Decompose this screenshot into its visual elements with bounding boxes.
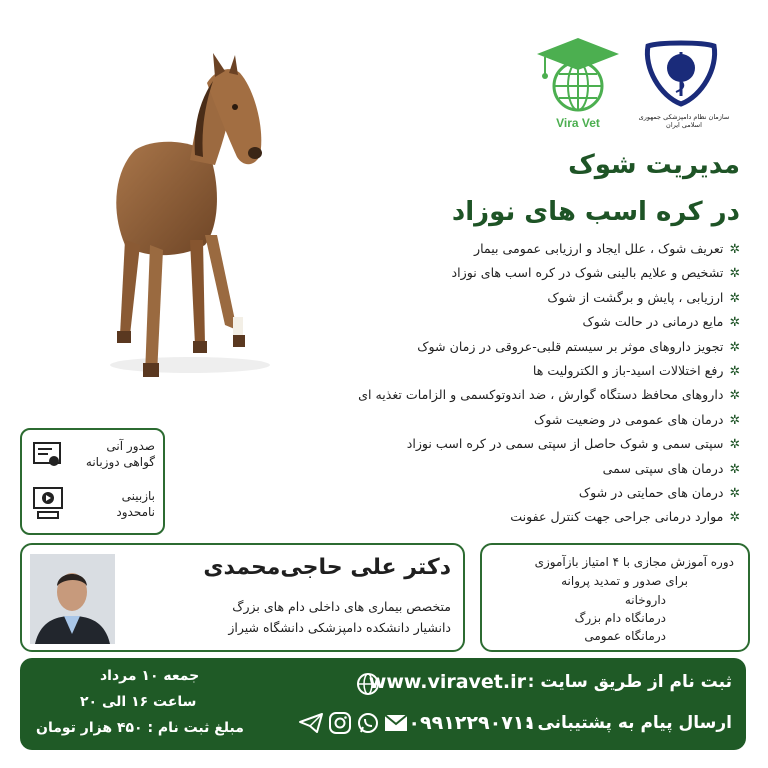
organization-caption: سازمان نظام دامپزشکی جمهوری اسلامی ایران <box>638 113 730 129</box>
list-item: ✲درمان های عمومی در وضعیت شوک <box>533 411 740 427</box>
list-item: ✲سپتی سمی و شوک حاصل از سپتی سمی در کره اسب نوزاد <box>406 436 740 452</box>
list-item: ✲ارزیابی ، پایش و برگشت از شوک <box>547 289 740 305</box>
course-info-box <box>480 543 750 652</box>
list-item: ✲درمان های حمایتی در شوک <box>578 484 740 500</box>
list-item: ✲تشخیص و علایم بالینی شوک در کره اسب های نوزاد <box>451 265 740 281</box>
course-line: دوره آموزش مجازی با ۴ امتیاز بازآموزی <box>534 555 734 569</box>
event-date: جمعه ۱۰ مرداد <box>100 668 200 684</box>
main-title: مدیریت شوک <box>568 150 740 180</box>
subtitle: در کره اسب های نوزاد <box>451 197 740 227</box>
instructor-specialty: متخصص بیماری های داخلی دام های بزرگ <box>232 599 451 614</box>
list-item: ✲مایع درمانی در حالت شوک <box>582 314 740 330</box>
course-line: برای صدور و تمدید پروانه <box>561 574 688 588</box>
register-label: ثبت نام از طریق سایت : <box>527 672 732 692</box>
list-item: ✲تعریف شوک ، علل ایجاد و ارزیابی عمومی بیمار <box>474 241 740 256</box>
support-label: ارسال پیام به پشتیبانی : <box>524 713 732 733</box>
instructor-photo <box>30 554 115 644</box>
vira-vet-name: Vira Vet <box>556 116 600 130</box>
instructor-box <box>20 543 465 652</box>
event-time: ساعت ۱۶ الی ۲۰ <box>80 694 197 710</box>
support-phone[interactable]: ۰۹۹۱۲۲۹۰۷۱۱ <box>408 712 536 734</box>
list-item: ✲رفع اختلالات اسید-باز و الکترولیت ها <box>532 362 740 378</box>
video-monitor-icon <box>32 486 64 522</box>
replay-feature: بازبینی نامحدود <box>116 489 155 519</box>
certificate-feature: صدور آنی گواهی دوزبانه <box>85 439 155 469</box>
globe-icon <box>356 672 380 696</box>
vira-vet-logo <box>535 34 621 134</box>
email-icon[interactable] <box>384 713 408 733</box>
features-box <box>20 428 165 535</box>
vet-organization-logo <box>640 38 722 108</box>
course-line: درمانگاه دام بزرگ <box>574 611 666 625</box>
course-line: داروخانه <box>624 593 666 607</box>
whatsapp-icon[interactable] <box>356 711 380 735</box>
certificate-icon <box>32 440 62 470</box>
website-link[interactable]: www.viravet.ir <box>368 671 526 693</box>
instagram-icon[interactable] <box>328 711 352 735</box>
registration-fee: مبلغ ثبت نام : ۴۵۰ هزار تومان <box>36 720 244 736</box>
list-item: ✲درمان های سپتی سمی <box>602 460 740 476</box>
list-item: ✲داروهای محافظ دستگاه گوارش ، ضد اندوتوکسمی و الزامات تغذیه ای <box>358 387 740 403</box>
list-item: ✲تجویز داروهای موثر بر سیستم قلبی-عروقی در زمان شوک <box>417 338 740 354</box>
list-item: ✲موارد درمانی جراحی جهت کنترل عفونت <box>510 509 740 525</box>
footer-bar <box>20 658 746 750</box>
instructor-name: دکتر علی حاجی‌محمدی <box>203 555 451 580</box>
topics-list <box>240 237 740 530</box>
telegram-icon[interactable] <box>298 712 324 734</box>
instructor-position: دانشیار دانشکده دامپزشکی دانشگاه شیراز <box>228 620 451 635</box>
course-line: درمانگاه عمومی <box>584 629 666 643</box>
graduation-globe-icon <box>535 34 621 116</box>
